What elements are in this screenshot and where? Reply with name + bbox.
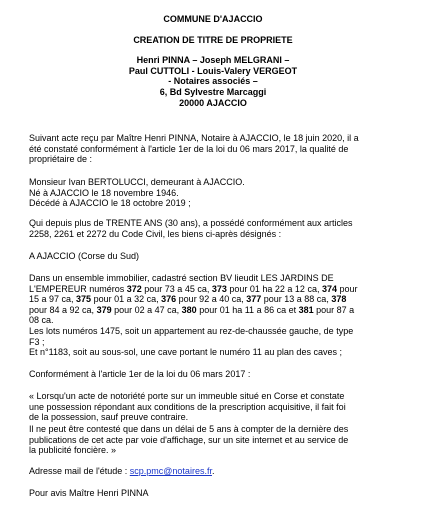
text-line: 15 a 97 ca, 375 pour 01 a 32 ca, 376 pour 92 a 40 ca, 377 pour 13 a 88 ca, 378 [29,294,347,305]
text-line: pour 84 a 92 ca, 379 pour 02 a 47 ca, 380 pour 01 ha 11 a 86 ca et 381 pour 87 a [29,304,355,315]
text-line: été constaté conformément à l'article 1er de la loi du 06 mars 2017, la qualité de [29,143,349,154]
text-line: Décédé à AJACCIO le 18 octobre 2019 ; [29,198,191,209]
text-line: Né à AJACCIO le 18 novembre 1946. [29,187,179,198]
notary-city: 20000 AJACCIO [179,97,247,108]
email-line [29,466,405,477]
email-label: Adresse mail de l'étude : [29,466,130,476]
text-line: Il ne peut être contesté que dans un délai de 5 ans à compter de la dernière des [29,424,349,434]
notary-line: Henri PINNA – Joseph MELGRANI – [136,55,290,66]
text-line: Monsieur Ivan BERTOLUCCI, demeurant à AJACCIO. [29,177,245,187]
text-line: Adresse mail de l'étude : scp.pmc@notaires.fr. [29,466,215,476]
notary-line: Paul CUTTOLI - Louis-Valery VERGEOT [128,65,298,76]
text-line: A AJACCIO (Corse du Sud) [29,251,140,261]
intro-paragraph [29,133,405,165]
text-line: propriétaire de : [29,154,93,165]
text-line: Les lots numéros 1475, soit un appartement au rez-de-chaussée gauche, de type [29,325,354,336]
text-line: de la possession, sauf preuve contraire. [29,412,189,423]
text-line: publications de cet acte par voie d'affichage, sur un site internet et au service de [29,434,349,445]
text-line: « Lorsqu'un acte de notoriété porte sur un immeuble situé en Corse et constate [29,391,345,401]
text-line: F3 ; [29,336,45,347]
signoff-text: Pour avis Maître Henri PINNA [29,488,149,498]
notary-address: 6, Bd Sylvestre Marcaggi [159,86,267,97]
notice-header [0,14,426,108]
cadastre-paragraph [29,273,405,358]
text-line: 08 ca. [29,315,54,326]
commune-title: COMMUNE D'AJACCIO [163,14,263,24]
text-line: Qui depuis plus de TRENTE ANS (30 ans), a possédé conformément aux articles [29,218,353,228]
text-line: 2258, 2261 et 2272 du Code Civil, les biens ci-après désignés : [29,228,282,239]
contest-paragraph [29,424,405,456]
text-line: une possession répondant aux conditions de la prescription acquisitive, il fait foi [29,401,346,412]
signoff-line [29,488,405,499]
conform-line [29,369,405,380]
text-line: Conformément à l'article 1er de la loi du 06 mars 2017 : [29,369,251,379]
text-line: la publicité foncière. » [29,445,117,456]
notary-line: - Notaires associés – [168,76,258,87]
text-line: L'EMPEREUR numéros 372 pour 73 a 45 ca, 373 pour 01 ha 22 a 12 ca, 374 pour [29,283,358,294]
quote-paragraph [29,391,405,423]
owner-paragraph [29,177,405,209]
possession-paragraph [29,218,405,239]
notary-block [0,55,426,108]
text-line: Et n°1183, soit au sous-sol, une cave portant le numéro 11 au plan des caves ; [29,347,342,358]
notice-title: CREATION DE TITRE DE PROPRIETE [133,34,293,45]
text-line: Dans un ensemble immobilier, cadastré section BV lieudit LES JARDINS DE [29,273,334,283]
location-line [29,251,405,262]
text-line: Suivant acte reçu par Maître Henri PINNA, Notaire à AJACCIO, le 18 juin 2020, il a [29,133,359,143]
email-link[interactable]: scp.pmc@notaires.fr [129,466,212,476]
